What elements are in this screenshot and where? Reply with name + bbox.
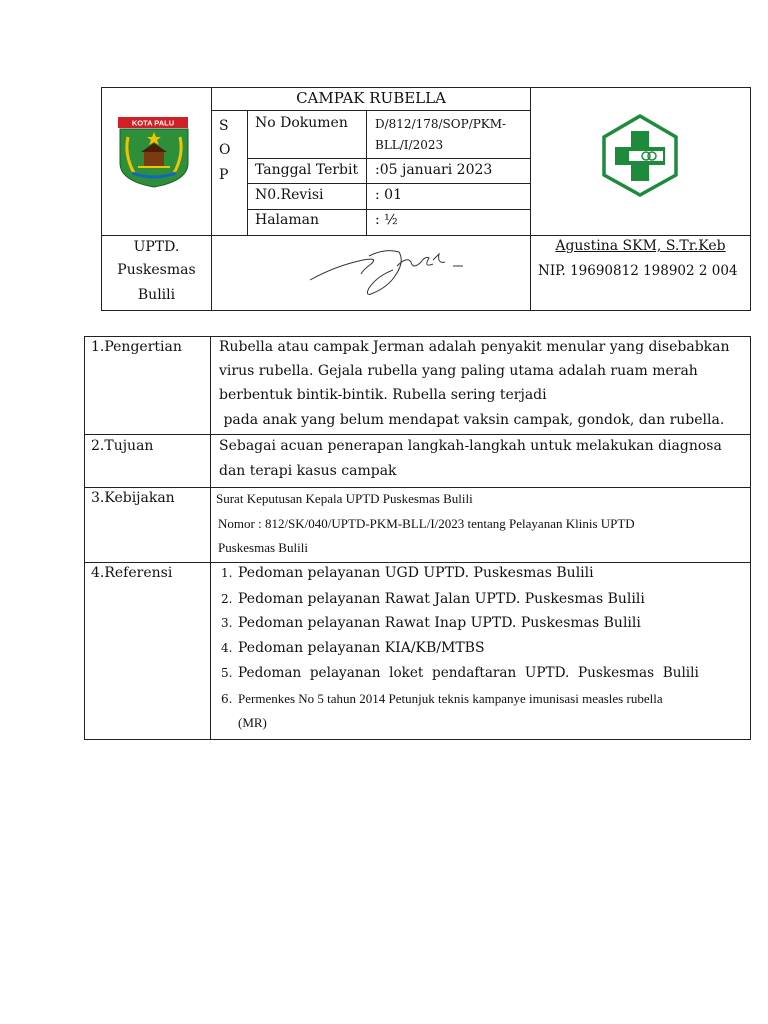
- referensi-item-6-cont: (MR): [238, 715, 267, 730]
- referensi-item-5: Pedoman pelayanan loket pendaftaran UPTD. Puskesmas Bulili: [238, 665, 699, 681]
- referensi-num-6: 6.: [221, 692, 233, 706]
- kebijakan-line-3: Puskesmas Bulili: [218, 540, 308, 555]
- tujuan-label: 2.Tujuan: [91, 438, 154, 454]
- referensi-item-1: Pedoman pelayanan UGD UPTD. Puskesmas Bulili: [238, 565, 594, 581]
- referensi-num-5: 5.: [221, 666, 233, 680]
- kebijakan-line-1: Surat Keputusan Kepala UPTD Puskesmas Bulili: [216, 491, 473, 506]
- referensi-num-2: 2.: [221, 592, 233, 606]
- pengertian-line-1: Rubella atau campak Jerman adalah penyakit menular yang disebabkan: [219, 339, 730, 355]
- pengertian-label: 1.Pengertian: [91, 339, 182, 355]
- kebijakan-label: 3.Kebijakan: [91, 490, 175, 506]
- no-revisi-value: : 01: [375, 187, 402, 203]
- kebijakan-line-2: Nomor : 812/SK/040/UPTD-PKM-BLL/I/2023 tentang Pelayanan Klinis UPTD: [218, 516, 635, 531]
- tanggal-terbit-value: :05 januari 2023: [375, 162, 493, 178]
- pengertian-line-2: virus rubella. Gejala rubella yang paling utama adalah ruam merah: [219, 363, 698, 379]
- unit-line-1: UPTD.: [133, 239, 180, 255]
- referensi-label: 4.Referensi: [91, 565, 173, 581]
- referensi-item-4: Pedoman pelayanan KIA/KB/MTBS: [238, 640, 485, 656]
- kota-palu-logo-label: KOTA PALU: [131, 118, 175, 128]
- no-dokumen-value-1: D/812/178/SOP/PKM-: [375, 117, 507, 131]
- referensi-item-3: Pedoman pelayanan Rawat Inap UPTD. Puskesmas Bulili: [238, 615, 641, 631]
- kota-palu-logo: [116, 115, 192, 189]
- referensi-num-4: 4.: [221, 641, 233, 655]
- no-dokumen-label: No Dokumen: [255, 115, 348, 131]
- halaman-label: Halaman: [255, 212, 320, 228]
- sop-letter-p: P: [219, 167, 229, 183]
- pengertian-line-3: berbentuk bintik-bintik. Rubella sering terjadi: [219, 387, 547, 403]
- tujuan-line-2: dan terapi kasus campak: [219, 463, 397, 479]
- puskesmas-logo: [601, 113, 679, 197]
- sop-letter-o: O: [219, 142, 231, 158]
- referensi-num-3: 3.: [221, 616, 233, 630]
- no-revisi-label: N0.Revisi: [255, 187, 324, 203]
- referensi-item-2: Pedoman pelayanan Rawat Jalan UPTD. Puskesmas Bulili: [238, 591, 645, 607]
- referensi-item-6: Permenkes No 5 tahun 2014 Petunjuk teknis kampanye imunisasi measles rubella: [238, 691, 663, 706]
- referensi-num-1: 1.: [221, 566, 233, 580]
- signer-name: Agustina SKM, S.Tr.Keb: [555, 238, 726, 254]
- unit-line-2: Puskesmas: [117, 262, 196, 278]
- pengertian-line-4: pada anak yang belum mendapat vaksin campak, gondok, dan rubella.: [219, 412, 725, 428]
- signer-nip: NIP. 19690812 198902 2 004: [538, 263, 738, 279]
- signature: [305, 240, 475, 302]
- document-title: CAMPAK RUBELLA: [296, 89, 446, 107]
- tanggal-terbit-label: Tanggal Terbit: [255, 162, 359, 178]
- no-dokumen-value-2: BLL/I/2023: [375, 138, 444, 152]
- tujuan-line-1: Sebagai acuan penerapan langkah-langkah untuk melakukan diagnosa: [219, 438, 722, 454]
- sop-letter-s: S: [219, 118, 229, 134]
- halaman-value: : ½: [375, 212, 398, 228]
- unit-line-3: Bulili: [137, 287, 176, 303]
